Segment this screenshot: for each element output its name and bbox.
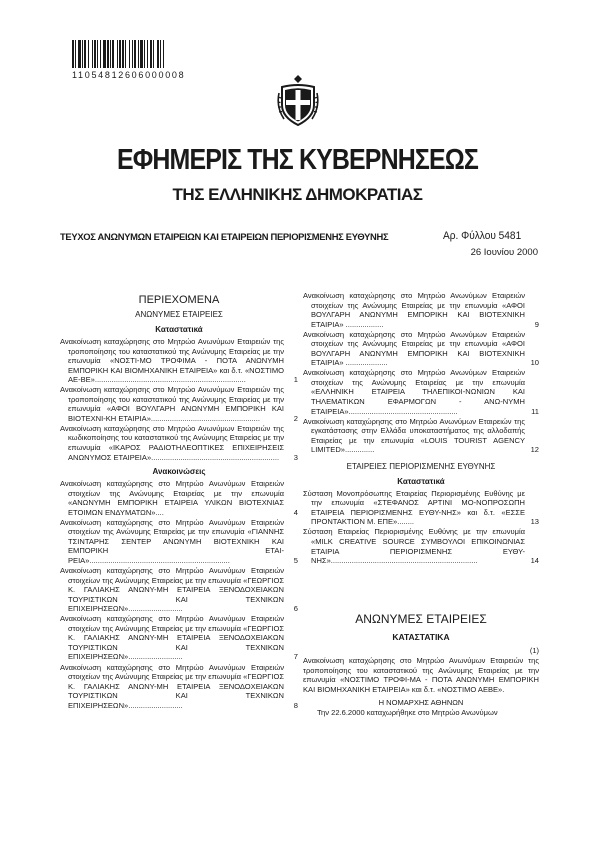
issue-date: 26 Ιουνίου 2000 <box>470 247 538 258</box>
entry-text: Ανακοίνωση καταχώρησης στο Μητρώο Ανωνύμων Εταιρειών στοιχείων της Ανώνυμης Εταιρείας με την επωνυμία «ΓΕΩΡΓΙΟΣ Κ. ΓΑΛΙΑΚΗΣ ΑΝΩΝΥ-ΜΗ ΕΤΑΙΡΕΙΑ ΞΕΝΟΔΟΧΕΙΑΚΩΝ ΤΟΥΡΙΣΤΙΚΩΝ ΚΑΙ ΤΕΧΝΙΚΩΝ ΕΠΙΧΕΙΡΗΣΕΩΝ».......................... <box>60 662 284 710</box>
contents-entry[interactable] <box>60 479 298 517</box>
issue-series: ΤΕΥΧΟΣ ΑΝΩΝΥΜΩΝ ΕΤΑΙΡΕΙΩΝ ΚΑΙ ΕΤΑΙΡΕΙΩΝ ΠΕΡΙΟΡΙΣΜΕΝΗΣ ΕΥΘΥΝΗΣ <box>60 231 389 242</box>
entry-page: 11 <box>531 406 539 416</box>
entry-page: 9 <box>534 319 539 329</box>
contents-entry[interactable] <box>303 291 539 329</box>
body-heading: ΑΝΩΝΥΜΕΣ ΕΤΑΙΡΕΙΕΣ <box>355 612 487 626</box>
contents-entry[interactable] <box>60 424 298 462</box>
entry-page: 8 <box>293 700 298 710</box>
entry-text: Ανακοίνωση καταχώρησης στο Μητρώο Ανωνύμων Εταιρειών στοιχείων της Ανώνυμης Εταιρείας με την επωνυμία «ΓΕΩΡΓΙΟΣ Κ. ΓΑΛΙΑΚΗΣ ΑΝΩΝΥ-ΜΗ ΕΤΑΙΡΕΙΑ ΞΕΝΟΔΟΧΕΙΑΚΩΝ ΤΟΥΡΙΣΤΙΚΩΝ ΚΑΙ ΤΕΧΝΙΚΩΝ ΕΠΙΧΕΙΡΗΣΕΩΝ».......................... <box>60 566 284 614</box>
contents-entry[interactable] <box>60 566 298 614</box>
entry-text: Ανακοίνωση καταχώρησης στο Μητρώο Ανωνύμων Εταιρειών της τροποποίησης του καταστατικού της Ανώνυμης Εταιρείας με την επωνυμία «ΝΟΣΤΙ-ΜΟ ΤΡΟΦΙΜΑ - ΠΟΤΑ ΑΝΩΝΥΜΗ ΕΜΠΟΡΙΚΗ ΚΑΙ ΒΙΟΜΗΧΑΝΙΚΗ ΕΤΑΙΡΕΙΑ» και δ.τ. «ΝΟΣΤΙΜΟ ΑΕ-ΒΕ»........................................................................ <box>60 337 284 385</box>
newspaper-title: ΕΦΗΜΕΡΙΣ ΤΗΣ ΚΥΒΕΡΝΗΣΕΩΣ <box>116 144 478 176</box>
authority-heading: Η ΝΟΜΑΡΧΗΣ ΑΘΗΝΩΝ <box>378 698 464 708</box>
body-first-line: Την 22.6.2000 καταχωρήθηκε στο Μητρώο Ανωνύμων <box>317 707 498 717</box>
entry-page: 6 <box>293 604 298 614</box>
entry-text: Σύσταση Εταιρείας Περιορισμένης Ευθύνης με την επωνυμία «MILK CREATIVE SOURCE ΣΥΜΒΟΥΛΟΙ ΕΠΙΚΟΙΝΩΝΙΑΣ ΕΤΑΙΡΙΑ ΠΕΡΙΟΡΙΣΜΕΝΗΣ ΕΥΘΥ-ΝΗΣ»...................................................................... <box>303 527 525 566</box>
contents-entry[interactable] <box>303 527 539 565</box>
coat-of-arms-icon <box>276 73 320 127</box>
entry-page: 2 <box>293 413 298 423</box>
entry-text: Ανακοίνωση καταχώρησης στο Μητρώο Ανωνύμων Εταιρειών στοιχείων της Ανώνυμης Εταιρείας με την επωνυμία «ΓΕΩΡΓΙΟΣ Κ. ΓΑΛΙΑΚΗΣ ΑΝΩΝΥ-ΜΗ ΕΤΑΙΡΕΙΑ ΞΕΝΟΔΟΧΕΙΑΚΩΝ ΤΟΥΡΙΣΤΙΚΩΝ ΚΑΙ ΤΕΧΝΙΚΩΝ ΕΠΙΧΕΙΡΗΣΕΩΝ».......................... <box>60 614 284 662</box>
notices-heading: Ανακοινώσεις <box>152 467 206 477</box>
entry-page: 4 <box>293 507 298 517</box>
entry-text: Ανακοίνωση καταχώρησης στο Μητρώο Ανωνύμων Εταιρειών στοιχείων της Ανώνυμης Εταιρείας με την επωνυμία «ΑΝΩΝΥΜΗ ΕΜΠΟΡΙΚΗ ΕΤΑΙΡΕΙΑ ΥΛΙΚΩΝ ΒΙΟΤΕΧΝΙΑΣ ΕΤΟΙΜΩΝ ΕΝΔΥΜΑΤΩΝ».... <box>60 479 284 517</box>
notice-number: (1) <box>529 646 539 655</box>
barcode <box>72 40 208 68</box>
entry-text: Ανακοίνωση καταχώρησης στο Μητρώο Ανωνύμων Εταιρειών της εγκατάστασης στην Ελλάδα υποκαταστήματος της αλλοδαπής Εταιρείας με την επωνυμία «LOUIS TOURIST AGENCY LIMITED».............. <box>303 416 525 455</box>
entry-page: 14 <box>530 556 539 566</box>
contents-entry[interactable] <box>60 337 298 385</box>
newspaper-subtitle: ΤΗΣ ΕΛΛΗΝΙΚΗΣ ΔΗΜΟΚΡΑΤΙΑΣ <box>172 185 423 204</box>
contents-entry[interactable] <box>60 518 298 566</box>
entry-page: 5 <box>293 555 298 565</box>
contents-entry[interactable] <box>60 385 298 423</box>
contents-entry[interactable] <box>303 330 539 368</box>
contents-entry[interactable] <box>303 368 539 416</box>
contents-entry[interactable] <box>60 663 298 711</box>
entry-text: Ανακοίνωση καταχώρησης στο Μητρώο Ανωνύμων Εταιρειών στοιχείων της Ανώνυμης Εταιρείας με την επωνυμία «ΓΙΑΝΝΗΣ ΤΣΙΝΤΑΡΗΣ ΣΕΝΤΕΡ ΑΝΩΝΥΜΗ ΒΙΟΤΕΧΝΙΚΗ ΚΑΙ ΕΜΠΟΡΙΚΗ ΕΤΑΙ-ΡΕΙΑ»................................................................... <box>60 517 284 565</box>
body-section <box>303 612 539 717</box>
sheet-number: Αρ. Φύλλου 5481 <box>443 230 522 242</box>
entry-text: Ανακοίνωση καταχώρησης στο Μητρώο Ανωνύμων Εταιρειών στοιχείων της Ανώνυμης Εταιρείας με την επωνυμία «ΑΦΟΙ ΒΟΥΛΓΑΡΗ ΑΝΩΝΥΜΗ ΕΜΠΟΡΙΚΗ ΚΑΙ ΒΙΟΤΕΧΝΙΚΗ ΕΤΑΙΡΙΑ» .................... <box>303 329 525 368</box>
contents-entry[interactable] <box>60 614 298 662</box>
notice-text: Ανακοίνωση καταχώρησης στο Μητρώο Ανωνύμων Εταιρειών της τροποποίησης του καταστατικού της Ανώνυμης Εταιρείας με την επωνυμία «ΝΟΣΤΙΜΟ ΤΡΟΦΙ-ΜΑ - ΠΟΤΑ ΑΝΩΝΥΜΗ ΕΜΠΟΡΙΚΗ ΚΑΙ ΒΙΟΜΗΧΑΝΙΚΗ ΕΤΑΙΡΕΙΑ» και δ.τ. «ΝΟΣΤΙΜΟ ΑΕΒΕ». <box>303 656 539 694</box>
contents-heading: ΠΕΡΙΕΧΟΜΕΝΑ <box>138 294 220 306</box>
contents-entry[interactable] <box>303 489 539 527</box>
contents-column-right <box>303 291 539 566</box>
entry-page: 7 <box>293 652 298 662</box>
entry-page: 10 <box>530 358 539 368</box>
entry-text: Ανακοίνωση καταχώρησης στο Μητρώο Ανωνύμων Εταιρειών στοιχείων της Ανώνυμης Εταιρείας με την επωνυμία «ΕΛΛΗΝΙΚΗ ΕΤΑΙΡΕΙΑ ΤΗΛΕΠΙΚΟΙ-ΝΩΝΙΩΝ ΚΑΙ ΤΗΛΕΜΑΤΙΚΩΝ ΕΦΑΡΜΟΓΩΝ - ΑΝΩ-ΝΥΜΗ ΕΤΑΙΡΕΙΑ».................................................... <box>303 368 525 416</box>
entry-text: Σύσταση Μονοπρόσωπης Εταιρείας Περιορισμένης Ευθύνης με την επωνυμία «ΣΤΕΦΑΝΟΣ ΑΡΤΙΝΙ ΜΟ-ΝΟΠΡΟΣΩΠΗ ΕΤΑΙΡΕΙΑ ΠΕΡΙΟΡΙΣΜΕΝΗΣ ΕΥΘΥ-ΝΗΣ» και δ.τ. «ΕΣΣΕ ΠΡΟΝΤΑΚΤΙΟΝ Μ. ΕΠΕ»........ <box>303 488 525 527</box>
barcode-number: 11054812606000008 <box>72 70 186 80</box>
ltd-statutes-heading: Καταστατικά <box>397 476 445 486</box>
ltd-heading: ΕΤΑΙΡΕΙΕΣ ΠΕΡΙΟΡΙΣΜΕΝΗΣ ΕΥΘΥΝΗΣ <box>346 461 496 471</box>
body-subheading: ΚΑΤΑΣΤΑΤΙΚΑ <box>392 632 450 642</box>
statutes-heading: Καταστατικά <box>155 325 203 334</box>
contents-column-left <box>60 291 298 711</box>
sa-heading: ΑΝΩΝΥΜΕΣ ΕΤΑΙΡΕΙΕΣ <box>135 310 223 319</box>
contents-entry[interactable] <box>303 417 539 455</box>
entry-page: 12 <box>530 445 539 455</box>
entry-text: Ανακοίνωση καταχώρησης στο Μητρώο Ανωνύμων Εταιρειών της τροποποίησης του καταστατικού της Ανώνυμης Εταιρείας με την επωνυμία «ΑΦΟΙ ΒΟΥΛΓΑΡΗ ΑΝΩΝΥΜΗ ΕΜΠΟΡΙΚΗ ΚΑΙ ΒΙΟΤΕΧΝΙ-ΚΗ ΕΤΑΙΡΙΑ».................................................... <box>60 385 284 423</box>
entry-page: 1 <box>293 375 298 385</box>
entry-page: 13 <box>530 517 539 527</box>
entry-text: Ανακοίνωση καταχώρησης στο Μητρώο Ανωνύμων Εταιρειών της κωδικοποίησης του καταστατικού της Ανώνυμης Εταιρείας με την επωνυμία «ΙΚΑΡΟΣ ΡΑΔΙΟΤΗΛΕΟΠΤΙΚΕΣ ΕΠΙΧΕΙΡΗΣΕΙΣ ΑΝΩΝΥΜΟΣ ΕΤΑΙΡΕΙΑ»............................................................. <box>60 423 284 462</box>
entry-page: 3 <box>293 452 298 462</box>
entry-text: Ανακοίνωση καταχώρησης στο Μητρώο Ανωνύμων Εταιρειών στοιχείων της Ανώνυμης Εταιρείας με την επωνυμία «ΑΦΟΙ ΒΟΥΛΓΑΡΗ ΑΝΩΝΥΜΗ ΕΜΠΟΡΙΚΗ ΚΑΙ ΒΙΟΤΕΧΝΙΚΗ ΕΤΑΙΡΙΑ» .................. <box>303 291 525 329</box>
